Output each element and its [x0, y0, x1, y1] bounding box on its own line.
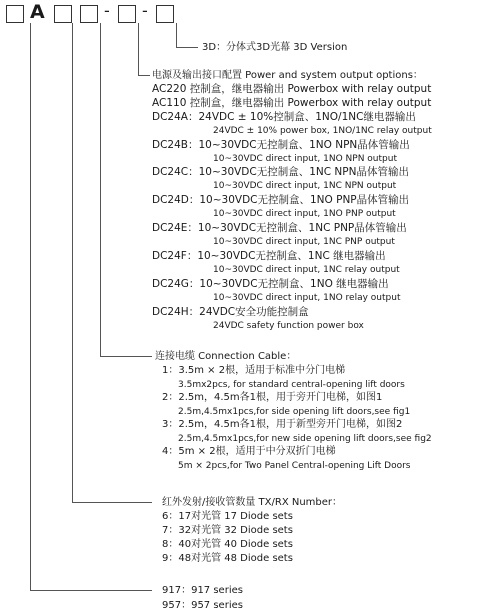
power-option-dc24e: DC24E：10~30VDC无控制盒、1NC PNP晶体管输出 [152, 222, 407, 234]
power-option-dc24f: DC24F：10~30VDC无控制盒、1NC 继电器输出 [152, 250, 386, 262]
diode-code-box [54, 5, 72, 23]
power-line-h [138, 75, 150, 76]
code-letter-a: A [30, 1, 45, 23]
power-option-dc24c: DC24C：10~30VDC无控制盒、1NC NPN晶体管输出 [152, 166, 409, 178]
power-title: 电源及输出接口配置 Power and system output options： [152, 70, 423, 81]
code-dash-2: - [142, 1, 148, 20]
diode-title: 红外发射/接收管数量 TX/RX Number： [162, 497, 343, 508]
cable-option-4-en: 5m × 2pcs,for Two Panel Central-opening Lift Doors [178, 461, 411, 471]
cable-option-1-en: 3.5mx2pcs, for standard central-opening lift doors [178, 380, 405, 390]
diode-option-6: 6：17对光管 17 Diode sets [162, 511, 293, 522]
cable-line-v [100, 23, 101, 356]
series-line-v [30, 23, 31, 590]
power-option-dc24h-en: 24VDC safety function power box [213, 321, 364, 331]
power-line-v [138, 23, 139, 75]
cable-line-h [100, 356, 152, 357]
diode-line-v [72, 23, 73, 502]
cable-option-1: 1：3.5m × 2根，适用于标准中分门电梯 [162, 365, 346, 376]
power-option-dc24a-en: 24VDC ± 10% power box, 1NO/1NC relay output [213, 126, 432, 136]
cable-option-2-en: 2.5m,4.5mx1pcs,for side opening lift doors,see fig1 [178, 407, 411, 417]
power-option-ac220: AC220 控制盒，继电器输出 Powerbox with relay output [152, 83, 432, 95]
version-line-h [176, 47, 198, 48]
power-option-dc24e-en: 10~30VDC direct input, 1NC PNP output [213, 237, 395, 247]
power-option-dc24b-en: 10~30VDC direct input, 1NO NPN output [213, 154, 397, 164]
series-option-957: 957：957 series [162, 600, 243, 611]
code-dash-1: - [104, 1, 110, 20]
series-line-h [30, 590, 152, 591]
cable-option-4: 4：5m × 2根，适用于中分双折门电梯 [162, 446, 336, 457]
power-code-box [118, 5, 136, 23]
power-option-dc24g: DC24G：10~30VDC无控制盒、1NO 继电器输出 [152, 278, 389, 290]
series-code-box [6, 5, 24, 23]
cable-option-2: 2：2.5m，4.5m各1根，用于旁开门电梯，如图1 [162, 392, 383, 403]
diode-option-8: 8：40对光管 40 Diode sets [162, 539, 293, 550]
series-option-917: 917：917 series [162, 585, 243, 596]
cable-option-3: 3：2.5m，4.5m各1根，用于新型旁开门电梯，如图2 [162, 419, 403, 430]
power-option-ac110: AC110 控制盒，继电器输出 Powerbox with relay output [152, 97, 432, 109]
version-label: 3D：分体式3D光幕 3D Version [202, 42, 348, 53]
cable-code-box [80, 5, 98, 23]
power-option-dc24d-en: 10~30VDC direct input, 1NO PNP output [213, 209, 396, 219]
diode-line-h [72, 502, 152, 503]
power-option-dc24h: DC24H：24VDC安全功能控制盒 [152, 306, 309, 318]
diode-option-9: 9：48对光管 48 Diode sets [162, 553, 293, 564]
power-option-dc24b: DC24B：10~30VDC无控制盒、1NO NPN晶体管输出 [152, 139, 410, 151]
version-line-v [176, 23, 177, 47]
version-code-box [156, 5, 174, 23]
power-option-dc24g-en: 10~30VDC direct input, 1NO relay output [213, 293, 401, 303]
power-option-dc24c-en: 10~30VDC direct input, 1NC NPN output [213, 181, 397, 191]
cable-title: 连接电缆 Connection Cable： [155, 351, 297, 362]
cable-option-3-en: 2.5m,4.5mx1pcs,for new side opening lift doors,see fig2 [178, 434, 432, 444]
power-option-dc24a: DC24A：24VDC ± 10%控制盒、1NO/1NC继电器输出 [152, 111, 416, 123]
power-option-dc24d: DC24D：10~30VDC无控制盒、1NO PNP晶体管输出 [152, 194, 410, 206]
power-option-dc24f-en: 10~30VDC direct input, 1NC relay output [213, 265, 400, 275]
diode-option-7: 7：32对光管 32 Diode sets [162, 525, 293, 536]
